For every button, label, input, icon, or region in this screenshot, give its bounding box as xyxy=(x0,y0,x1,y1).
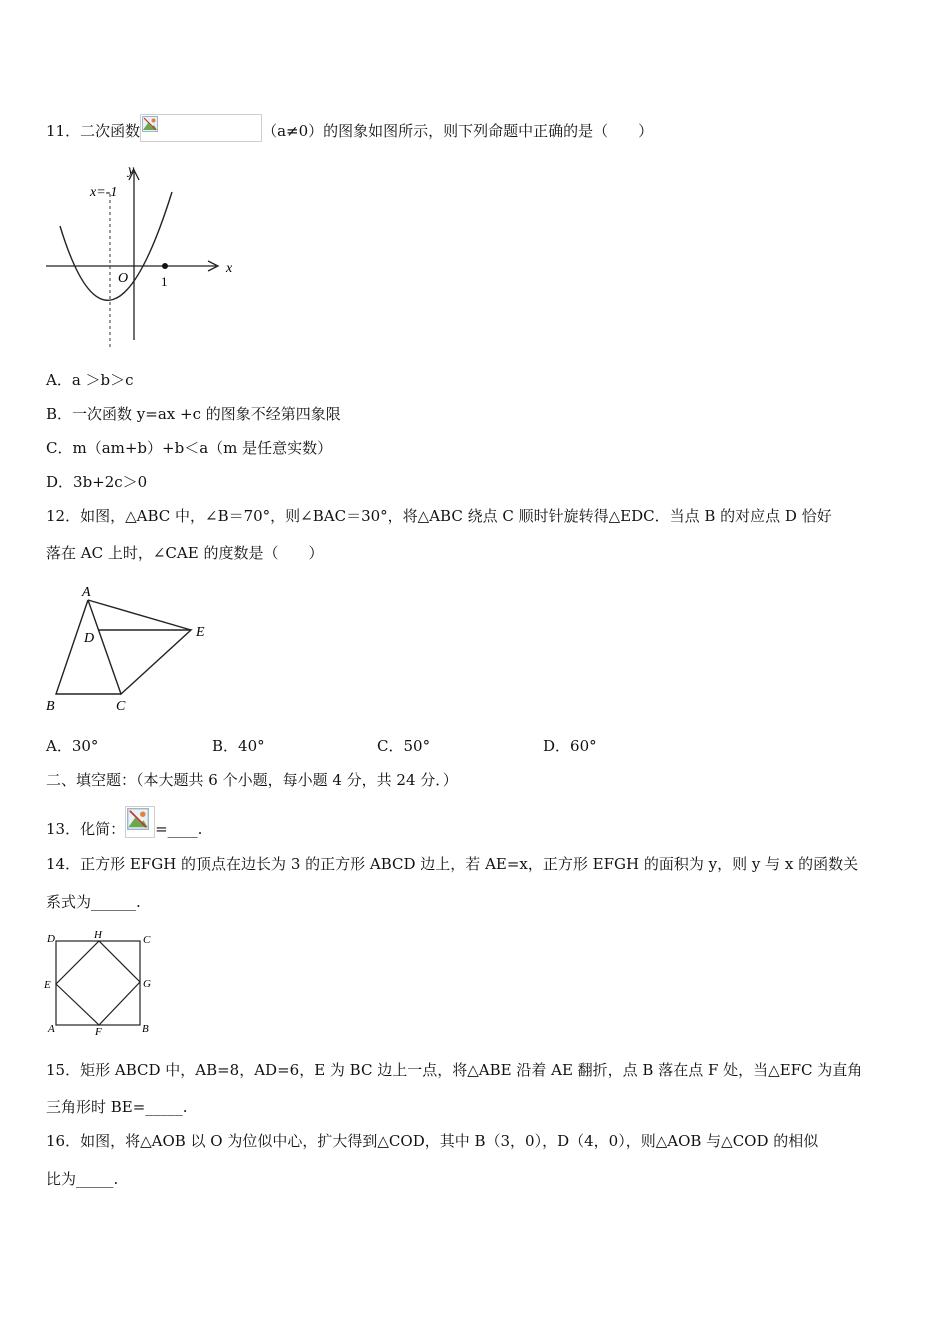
label-a: A xyxy=(82,585,91,600)
segment-ae xyxy=(88,600,191,630)
image-placeholder-icon xyxy=(142,116,158,132)
q14-stem-line2: 系式为______. xyxy=(46,893,141,911)
q11-parabola-graph xyxy=(44,158,244,354)
parabola-curve xyxy=(60,192,172,300)
image-placeholder-icon xyxy=(127,808,149,830)
triangle-edc xyxy=(88,600,191,694)
symmetry-line-label: x=-1 xyxy=(90,185,118,200)
q11-stem xyxy=(46,114,906,142)
q14-stem-line1: 14．正方形 EFGH 的顶点在边长为 3 的正方形 ABCD 边上，若 AE=x，正方形 EFGH 的面积为 y，则 y 与 x 的函数关 xyxy=(46,855,859,873)
label-h: H xyxy=(94,929,102,941)
q12-triangle-figure xyxy=(40,578,220,718)
label-c: C xyxy=(143,934,151,946)
label-b: B xyxy=(46,699,55,714)
square-abcd xyxy=(56,941,140,1025)
broken-image-icon xyxy=(140,114,262,142)
q11-condition: （a≠0）的图象如图所示，则下列命题中正确的是（ ） xyxy=(262,122,654,140)
q11-option-a: A．a ＞b＞c xyxy=(46,371,134,389)
section2-header: 二、填空题：（本大题共 6 个小题，每小题 4 分，共 24 分．） xyxy=(46,771,458,789)
square-efgh xyxy=(56,941,140,1025)
q12-option-a: A．30° xyxy=(46,737,99,755)
q15-stem-line1: 15．矩形 ABCD 中，AB=8，AD=6，E 为 BC 边上一点，将△ABE 沿着 AE 翻折，点 B 落在点 F 处，当△EFC 为直角 xyxy=(46,1061,863,1079)
label-d: D xyxy=(84,631,95,646)
q13-tail: =____. xyxy=(155,820,203,838)
q11-option-b: B．一次函数 y=ax +c 的图象不经第四象限 xyxy=(46,405,341,423)
label-e: E xyxy=(44,979,51,991)
y-axis-label: y xyxy=(128,163,135,178)
broken-image-icon xyxy=(125,806,155,838)
q16-stem-line2: 比为_____. xyxy=(46,1170,119,1188)
q11-option-c: C．m（am+b）+b＜a（m 是任意实数） xyxy=(46,439,333,457)
q13-stem xyxy=(46,806,906,839)
q16-stem-line1: 16．如图，将△AOB 以 O 为位似中心，扩大得到△COD，其中 B（3，0），D（4，0），则△AOB 与△COD 的相似 xyxy=(46,1132,819,1150)
label-g: G xyxy=(143,978,151,990)
label-c: C xyxy=(116,699,126,714)
q14-square-figure xyxy=(40,926,170,1038)
q15-stem-line2: 三角形时 BE=_____. xyxy=(46,1098,188,1116)
label-a: A xyxy=(48,1023,55,1035)
q12-stem-line1: 12．如图，△ABC 中，∠B＝70°，则∠BAC＝30°，将△ABC 绕点 C 顺时针旋转得△EDC．当点 B 的对应点 D 恰好 xyxy=(46,507,832,525)
q12-option-c: C．50° xyxy=(377,737,431,755)
q13-lead: 13．化简： xyxy=(46,820,126,838)
q12-option-b: B．40° xyxy=(212,737,265,755)
label-f: F xyxy=(95,1026,102,1038)
point-one-label: 1 xyxy=(161,274,168,289)
triangle-abc xyxy=(56,600,121,694)
label-e: E xyxy=(196,625,205,640)
label-d: D xyxy=(47,933,55,945)
q11-option-d: D．3b+2c＞0 xyxy=(46,473,148,491)
q12-option-d: D．60° xyxy=(543,737,597,755)
x-axis-label: x xyxy=(226,261,233,276)
label-b: B xyxy=(142,1023,149,1035)
q11-number: 11． xyxy=(46,122,81,140)
root-point xyxy=(162,263,168,269)
q11-lead: 二次函数 xyxy=(80,122,141,140)
q12-stem-line2: 落在 AC 上时，∠CAE 的度数是（ ） xyxy=(46,544,324,562)
origin-label: O xyxy=(118,271,129,286)
